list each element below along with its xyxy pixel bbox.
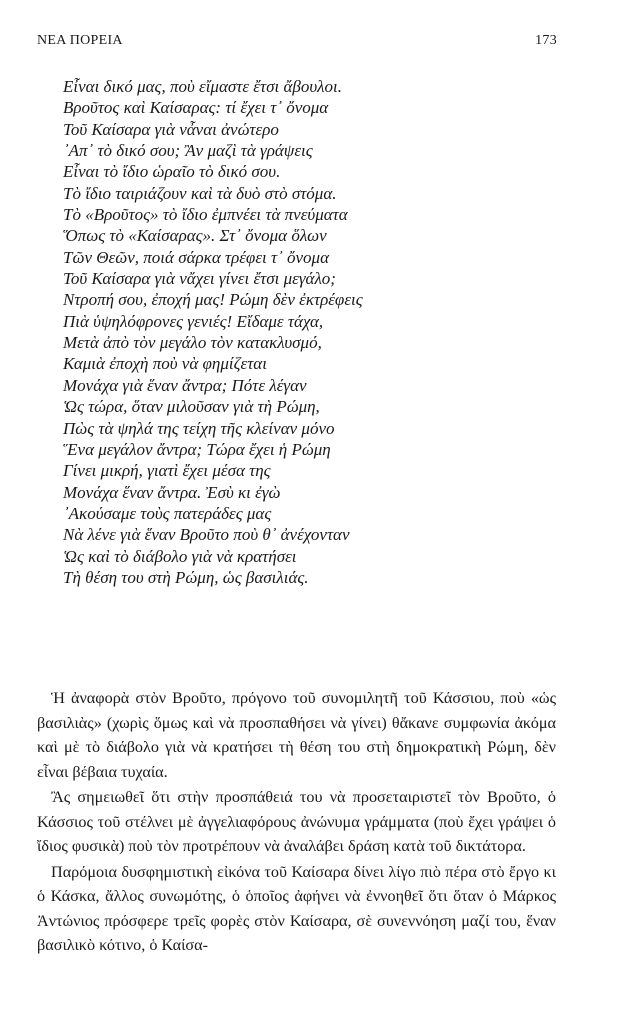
poem-line: Μετὰ ἀπὸ τὸν μεγάλο τὸν κατακλυσμό, [63,333,322,353]
paragraph: Ἂς σημειωθεῖ ὅτι στὴν προσπάθειά του νὰ προσεταιριστεῖ τὸν Βροῦτο, ὁ Κάσσιος τοῦ στέλνει μὲ ἀγγελιαφόρους ἀνώνυμα γράμματα (ποὺ ἔχει γράψει ὁ ἴδιος φυσικὰ) ποὺ τὸν προτρέπουν νὰ ἀναλάβει δράση κατὰ τοῦ δικτάτορα. [37,788,556,855]
poem-line: Ὡς τώρα, ὅταν μιλοῦσαν γιὰ τὴ Ρώμη, [63,397,320,417]
poem-line: Νὰ λένε γιὰ ἕναν Βροῦτο ποὺ θ᾽ ἀνέχονταν [63,525,350,545]
poem-line: Τὸ ἴδιο ταιριάζουν καὶ τὰ δυὸ στὸ στόμα. [63,183,337,203]
poem-line: Τοῦ Καίσαρα γιὰ νἆναι ἀνώτερο [63,119,279,139]
poem-line: Γίνει μικρή, γιατὶ ἔχει μέσα της [63,461,271,481]
poem-line: Ἕνα μεγάλον ἄντρα; Τώρα ἔχει ἡ Ρώμη [63,439,331,459]
poem-line: ᾽Απ᾽ τὸ δικό σου; Ἂν μαζὶ τὰ γράψεις [63,141,313,161]
body-text [37,686,556,959]
running-title: ΝΕΑ ΠΟΡΕΙΑ [37,33,123,48]
poem-block [63,76,463,588]
poem-line: Καμιὰ ἐποχὴ ποὺ νὰ φημίζεται [63,354,267,374]
poem-line: Εἶναι τὸ ἴδιο ὡραῖο τὸ δικό σου. [63,162,281,182]
poem-line: Τὸ «Βροῦτος» τὸ ἴδιο ἐμπνέει τὰ πνεύματα [63,205,348,225]
poem-line: Ντροπή σου, ἐποχή μας! Ρώμη δὲν ἐκτρέφεις [63,290,363,310]
poem-line: Ὡς καὶ τὸ διάβολο γιὰ νὰ κρατήσει [63,546,297,566]
poem-line: Μονάχα γιὰ ἕναν ἄντρα; Πότε λέγαν [63,375,307,395]
poem-line: Τοῦ Καίσαρα γιὰ νἄχει γίνει ἔτσι μεγάλο; [63,269,336,289]
poem-line: Πιὰ ὑψηλόφρονες γενιές! Εἴδαμε τάχα, [63,311,324,331]
page-number: 173 [535,33,557,48]
poem-line: Ὅπως τὸ «Καίσαρας». Στ᾽ ὄνομα ὅλων [63,226,327,246]
paragraph: Παρόμοια δυσφημιστικὴ εἰκόνα τοῦ Καίσαρα δίνει λίγο πιὸ πέρα στὸ ἔργο κι ὁ Κάσκα, ἄλλος συνωμότης, ὁ ὁποῖος ἀφήνει νὰ ἐννοηθεῖ ὅτι ὅταν ὁ Μάρκος Ἀντώνιος πρόσφερε τρεῖς φορὲς στὸν Καίσαρα, σὲ συνεννόηση μαζί του, ἕναν βασιλικὸ κότινο, ὁ Καίσα- [37,862,556,954]
poem-line: Βροῦτος καὶ Καίσαρας: τί ἔχει τ᾽ ὄνομα [63,98,329,118]
poem-line: Μονάχα ἕναν ἄντρα. Ἐσὺ κι ἐγὼ [63,482,281,502]
poem-line: Τὴ θέση του στὴ Ρώμη, ὡς βασιλιάς. [63,567,309,587]
poem-line: Εἶναι δικό μας, ποὺ εἴμαστε ἔτσι ἄβουλοι. [63,77,342,96]
poem-line: Πὼς τὰ ψηλά της τείχη τῆς κλείναν μόνο [63,418,335,438]
poem-line: Τῶν Θεῶν, ποιά σάρκα τρέφει τ᾽ ὄνομα [63,247,330,267]
page-header [37,33,557,49]
poem-line: ᾽Ακούσαμε τοὺς πατεράδες μας [63,503,272,523]
paragraph: Ἡ ἀναφορὰ στὸν Βροῦτο, πρόγονο τοῦ συνομιλητῆ τοῦ Κάσσιου, ποὺ «ὡς βασιλιὰς» (χωρὶς ὅμως καὶ νὰ προσπαθήσει νὰ γίνει) θἄκανε συμφωνία ἀκόμα καὶ μὲ τὸ διάβολο γιὰ νὰ κρατήσει τὴ θέση του στὴ δημοκρατικὴ Ρώμη, δὲν εἶναι βέβαια τυχαία. [37,689,556,781]
